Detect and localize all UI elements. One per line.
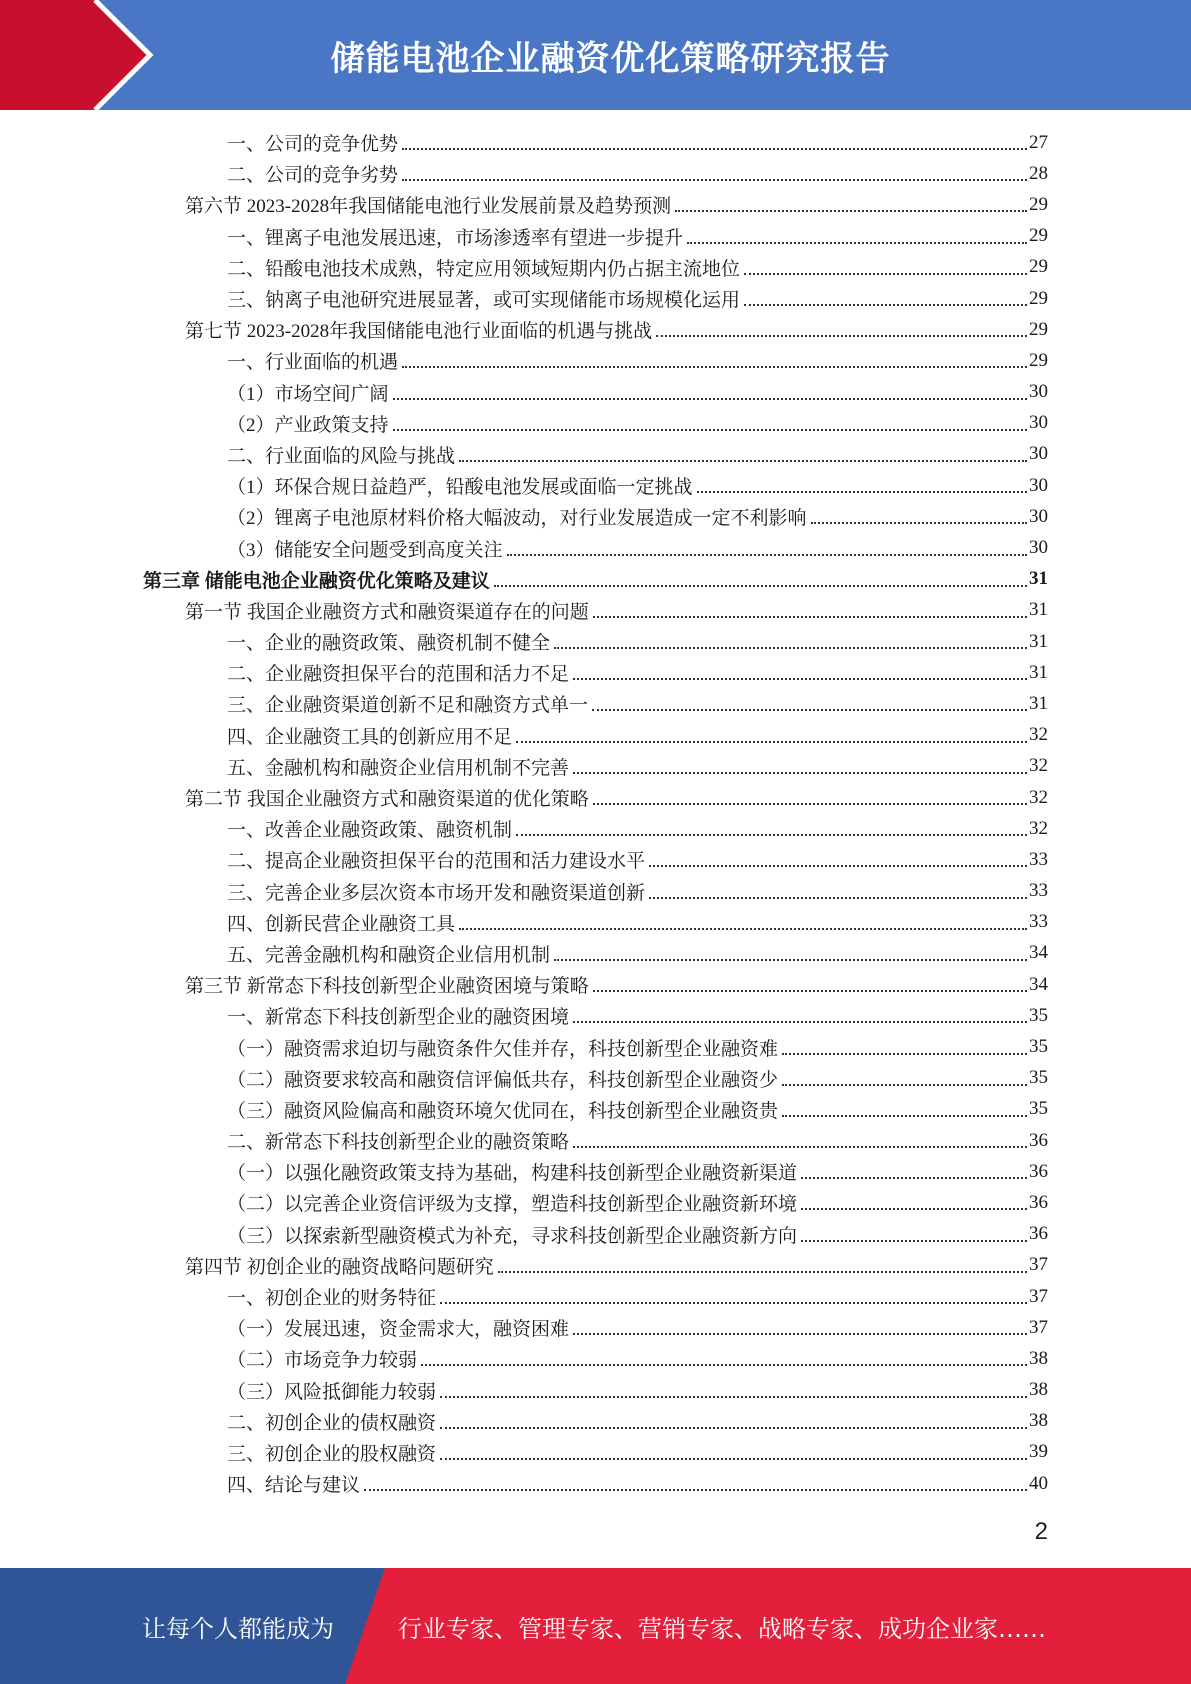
toc-entry-title: 第六节 2023-2028年我国储能电池行业发展前景及趋势预测: [185, 196, 672, 218]
toc-dot-leader: [573, 1020, 1027, 1023]
toc-entry-title: 一、锂离子电池发展迅速，市场渗透率有望进一步提升: [227, 227, 684, 249]
toc-entry-page-number: 31: [1029, 599, 1048, 621]
toc-dot-leader: [516, 833, 1027, 836]
toc-dot-leader: [782, 1114, 1027, 1117]
footer-slogan-right: 行业专家、管理专家、营销专家、战略专家、成功企业家……: [398, 1614, 1046, 1643]
toc-subsection-entry[interactable]: [0, 1063, 1191, 1094]
toc-subsection-entry[interactable]: [0, 688, 1191, 719]
toc-entry-page-number: 38: [1029, 1379, 1048, 1401]
toc-subsection-entry[interactable]: [0, 813, 1191, 844]
toc-entry-title: 第二节 我国企业融资方式和融资渠道的优化策略: [185, 789, 589, 811]
toc-subsection-entry[interactable]: [0, 1000, 1191, 1031]
table-of-contents: [0, 127, 1191, 1499]
toc-entry-page-number: 30: [1029, 537, 1048, 559]
toc-entry-page-number: 27: [1029, 131, 1048, 153]
report-title: 储能电池企业融资优化策略研究报告: [330, 38, 891, 79]
toc-subsection-entry[interactable]: [0, 751, 1191, 782]
toc-entry-title: （一）发展迅速，资金需求大，融资困难: [227, 1319, 570, 1341]
toc-dot-leader: [459, 927, 1027, 930]
toc-entry-title: （1）市场空间广阔: [227, 383, 389, 405]
toc-subsection-entry[interactable]: [0, 252, 1191, 283]
toc-subsection-entry[interactable]: [0, 938, 1191, 969]
toc-subsection-entry[interactable]: [0, 1031, 1191, 1062]
toc-section-entry[interactable]: [0, 969, 1191, 1000]
toc-subsection-entry[interactable]: [0, 470, 1191, 501]
toc-entry-page-number: 31: [1029, 661, 1048, 683]
toc-dot-leader: [402, 147, 1027, 150]
toc-entry-page-number: 35: [1029, 1067, 1048, 1089]
toc-entry-page-number: 35: [1029, 1036, 1048, 1058]
toc-entry-page-number: 37: [1029, 1316, 1048, 1338]
toc-dot-leader: [592, 708, 1027, 711]
toc-entry-page-number: 29: [1029, 256, 1048, 278]
toc-dot-leader: [649, 896, 1027, 899]
toc-dot-leader: [421, 1363, 1027, 1366]
toc-entry-page-number: 31: [1029, 692, 1048, 714]
toc-entry-title: 第七节 2023-2028年我国储能电池行业面临的机遇与挑战: [185, 321, 653, 343]
toc-subsection-entry[interactable]: [0, 1187, 1191, 1218]
toc-section-entry[interactable]: [0, 595, 1191, 626]
toc-subsection-entry[interactable]: [0, 1156, 1191, 1187]
toc-entry-page-number: 32: [1029, 817, 1048, 839]
toc-entry-title: 一、行业面临的机遇: [227, 352, 399, 374]
toc-entry-title: 五、完善金融机构和融资企业信用机制: [227, 944, 551, 966]
header-red-arrow: [0, 0, 150, 110]
toc-dot-leader: [656, 334, 1027, 337]
toc-entry-page-number: 36: [1029, 1129, 1048, 1151]
report-footer: [0, 1568, 1191, 1684]
toc-entry-title: （三）以探索新型融资模式为补充，寻求科技创新型企业融资新方向: [227, 1225, 798, 1247]
toc-dot-leader: [697, 490, 1027, 493]
toc-dot-leader: [782, 1083, 1027, 1086]
toc-entry-title: 三、企业融资渠道创新不足和融资方式单一: [227, 695, 589, 717]
toc-subsection-entry[interactable]: [0, 1219, 1191, 1250]
toc-entry-page-number: 30: [1029, 381, 1048, 403]
toc-entry-page-number: 39: [1029, 1441, 1048, 1463]
toc-entry-page-number: 34: [1029, 973, 1048, 995]
toc-subsection-entry[interactable]: [0, 720, 1191, 751]
toc-entry-title: 一、新常态下科技创新型企业的融资困境: [227, 1007, 570, 1029]
toc-entry-page-number: 30: [1029, 505, 1048, 527]
toc-entry-page-number: 35: [1029, 1004, 1048, 1026]
toc-entry-title: 一、公司的竞争优势: [227, 134, 399, 156]
toc-subsection-entry[interactable]: [0, 377, 1191, 408]
toc-entry-title: 第三章 储能电池企业融资优化策略及建议: [143, 570, 490, 592]
toc-dot-leader: [801, 1176, 1027, 1179]
toc-subsection-entry[interactable]: [0, 1125, 1191, 1156]
toc-entry-title: （1）环保合规日益趋严，铅酸电池发展或面临一定挑战: [227, 477, 693, 499]
toc-entry-page-number: 29: [1029, 287, 1048, 309]
toc-dot-leader: [744, 303, 1027, 306]
toc-entry-title: 一、企业的融资政策、融资机制不健全: [227, 633, 551, 655]
toc-dot-leader: [440, 1457, 1027, 1460]
toc-entry-page-number: 34: [1029, 942, 1048, 964]
toc-dot-leader: [494, 584, 1027, 587]
toc-dot-leader: [393, 397, 1027, 400]
toc-subsection-entry[interactable]: [0, 158, 1191, 189]
report-header: [0, 0, 1191, 110]
toc-entry-page-number: 37: [1029, 1254, 1048, 1276]
toc-chapter-entry[interactable]: [0, 564, 1191, 595]
toc-entry-title: （一）以强化融资政策支持为基础，构建科技创新型企业融资新渠道: [227, 1163, 798, 1185]
toc-entry-page-number: 30: [1029, 443, 1048, 465]
toc-dot-leader: [593, 989, 1027, 992]
toc-entry-page-number: 29: [1029, 318, 1048, 340]
toc-entry-page-number: 29: [1029, 193, 1048, 215]
toc-dot-leader: [744, 272, 1027, 275]
toc-entry-title: 第三节 新常态下科技创新型企业融资困境与策略: [185, 976, 589, 998]
toc-subsection-entry[interactable]: [0, 345, 1191, 376]
toc-subsection-entry[interactable]: [0, 1281, 1191, 1312]
toc-entry-page-number: 40: [1029, 1472, 1048, 1494]
toc-dot-leader: [801, 1239, 1027, 1242]
toc-entry-page-number: 36: [1029, 1223, 1048, 1245]
toc-entry-title: 二、新常态下科技创新型企业的融资策略: [227, 1132, 570, 1154]
toc-dot-leader: [811, 521, 1027, 524]
toc-dot-leader: [440, 1395, 1027, 1398]
toc-entry-title: 第一节 我国企业融资方式和融资渠道存在的问题: [185, 601, 589, 623]
toc-entry-page-number: 35: [1029, 1098, 1048, 1120]
page-number: 2: [1034, 1518, 1048, 1545]
toc-entry-title: 三、钠离子电池研究进展显著，或可实现储能市场规模化运用: [227, 290, 741, 312]
toc-section-entry[interactable]: [0, 314, 1191, 345]
toc-dot-leader: [498, 1270, 1027, 1273]
toc-subsection-entry[interactable]: [0, 501, 1191, 532]
toc-dot-leader: [782, 1052, 1027, 1055]
toc-dot-leader: [573, 1145, 1027, 1148]
toc-subsection-entry[interactable]: [0, 1468, 1191, 1499]
toc-entry-title: 四、企业融资工具的创新应用不足: [227, 726, 513, 748]
toc-entry-title: 四、结论与建议: [227, 1475, 361, 1497]
toc-entry-page-number: 32: [1029, 755, 1048, 777]
toc-dot-leader: [649, 864, 1027, 867]
toc-entry-page-number: 33: [1029, 880, 1048, 902]
toc-dot-leader: [440, 1426, 1027, 1429]
toc-dot-leader: [516, 740, 1027, 743]
toc-entry-title: 三、初创企业的股权融资: [227, 1443, 437, 1465]
toc-subsection-entry[interactable]: [0, 221, 1191, 252]
toc-subsection-entry[interactable]: [0, 408, 1191, 439]
toc-entry-title: 二、企业融资担保平台的范围和活力不足: [227, 664, 570, 686]
toc-subsection-entry[interactable]: [0, 439, 1191, 470]
toc-entry-title: （3）储能安全问题受到高度关注: [227, 539, 503, 561]
toc-dot-leader: [573, 677, 1027, 680]
toc-dot-leader: [459, 459, 1027, 462]
toc-entry-page-number: 30: [1029, 474, 1048, 496]
toc-dot-leader: [554, 958, 1027, 961]
toc-entry-title: （三）风险抵御能力较弱: [227, 1381, 437, 1403]
toc-entry-title: （一）融资需求迫切与融资条件欠佳并存，科技创新型企业融资难: [227, 1038, 779, 1060]
toc-dot-leader: [573, 1332, 1027, 1335]
toc-dot-leader: [402, 365, 1027, 368]
toc-entry-title: 一、改善企业融资政策、融资机制: [227, 820, 513, 842]
toc-dot-leader: [554, 646, 1027, 649]
toc-entry-page-number: 28: [1029, 162, 1048, 184]
toc-subsection-entry[interactable]: [0, 907, 1191, 938]
toc-section-entry[interactable]: [0, 189, 1191, 220]
toc-subsection-entry[interactable]: [0, 1437, 1191, 1468]
toc-dot-leader: [675, 209, 1027, 212]
toc-subsection-entry[interactable]: [0, 1094, 1191, 1125]
toc-dot-leader: [440, 1301, 1027, 1304]
toc-dot-leader: [801, 1207, 1027, 1210]
toc-entry-page-number: 36: [1029, 1191, 1048, 1213]
toc-entry-title: 第四节 初创企业的融资战略问题研究: [185, 1256, 494, 1278]
toc-entry-page-number: 32: [1029, 724, 1048, 746]
toc-dot-leader: [393, 428, 1027, 431]
toc-entry-title: （2）锂离子电池原材料价格大幅波动，对行业发展造成一定不利影响: [227, 508, 807, 530]
toc-entry-title: 二、初创企业的债权融资: [227, 1412, 437, 1434]
toc-entry-title: （二）融资要求较高和融资信评偏低共存，科技创新型企业融资少: [227, 1069, 779, 1091]
toc-entry-page-number: 33: [1029, 911, 1048, 933]
toc-entry-title: 一、初创企业的财务特征: [227, 1288, 437, 1310]
toc-entry-page-number: 33: [1029, 848, 1048, 870]
toc-entry-title: 四、创新民营企业融资工具: [227, 913, 456, 935]
toc-entry-title: （二）以完善企业资信评级为支撑，塑造科技创新型企业融资新环境: [227, 1194, 798, 1216]
toc-entry-title: 三、完善企业多层次资本市场开发和融资渠道创新: [227, 882, 646, 904]
toc-section-entry[interactable]: [0, 782, 1191, 813]
toc-entry-title: 二、铅酸电池技术成熟，特定应用领域短期内仍占据主流地位: [227, 258, 741, 280]
toc-entry-page-number: 36: [1029, 1160, 1048, 1182]
toc-entry-page-number: 31: [1029, 630, 1048, 652]
toc-dot-leader: [507, 553, 1027, 556]
toc-entry-title: 二、提高企业融资担保平台的范围和活力建设水平: [227, 851, 646, 873]
toc-entry-title: （三）融资风险偏高和融资环境欠优同在，科技创新型企业融资贵: [227, 1100, 779, 1122]
toc-subsection-entry[interactable]: [0, 532, 1191, 563]
toc-dot-leader: [364, 1488, 1027, 1491]
toc-subsection-entry[interactable]: [0, 844, 1191, 875]
toc-entry-title: 二、行业面临的风险与挑战: [227, 445, 456, 467]
toc-entry-page-number: 32: [1029, 786, 1048, 808]
toc-entry-page-number: 37: [1029, 1285, 1048, 1307]
toc-entry-title: 二、公司的竞争劣势: [227, 165, 399, 187]
toc-entry-title: （2）产业政策支持: [227, 414, 389, 436]
footer-slogan-left: 让每个人都能成为: [142, 1614, 334, 1643]
toc-dot-leader: [593, 615, 1027, 618]
toc-entry-page-number: 38: [1029, 1347, 1048, 1369]
toc-entry-page-number: 30: [1029, 412, 1048, 434]
toc-dot-leader: [687, 241, 1027, 244]
toc-dot-leader: [593, 802, 1027, 805]
toc-entry-page-number: 29: [1029, 349, 1048, 371]
toc-subsection-entry[interactable]: [0, 283, 1191, 314]
toc-subsection-entry[interactable]: [0, 127, 1191, 158]
toc-subsection-entry[interactable]: [0, 876, 1191, 907]
toc-entry-page-number: 31: [1029, 568, 1048, 590]
toc-section-entry[interactable]: [0, 1250, 1191, 1281]
toc-subsection-entry[interactable]: [0, 1312, 1191, 1343]
toc-entry-title: （二）市场竞争力较弱: [227, 1350, 418, 1372]
toc-subsection-entry[interactable]: [0, 626, 1191, 657]
toc-entry-page-number: 29: [1029, 225, 1048, 247]
toc-subsection-entry[interactable]: [0, 1406, 1191, 1437]
toc-dot-leader: [402, 178, 1027, 181]
toc-entry-page-number: 38: [1029, 1410, 1048, 1432]
toc-dot-leader: [573, 771, 1027, 774]
toc-entry-title: 五、金融机构和融资企业信用机制不完善: [227, 757, 570, 779]
toc-subsection-entry[interactable]: [0, 1375, 1191, 1406]
toc-subsection-entry[interactable]: [0, 1343, 1191, 1374]
toc-subsection-entry[interactable]: [0, 657, 1191, 688]
